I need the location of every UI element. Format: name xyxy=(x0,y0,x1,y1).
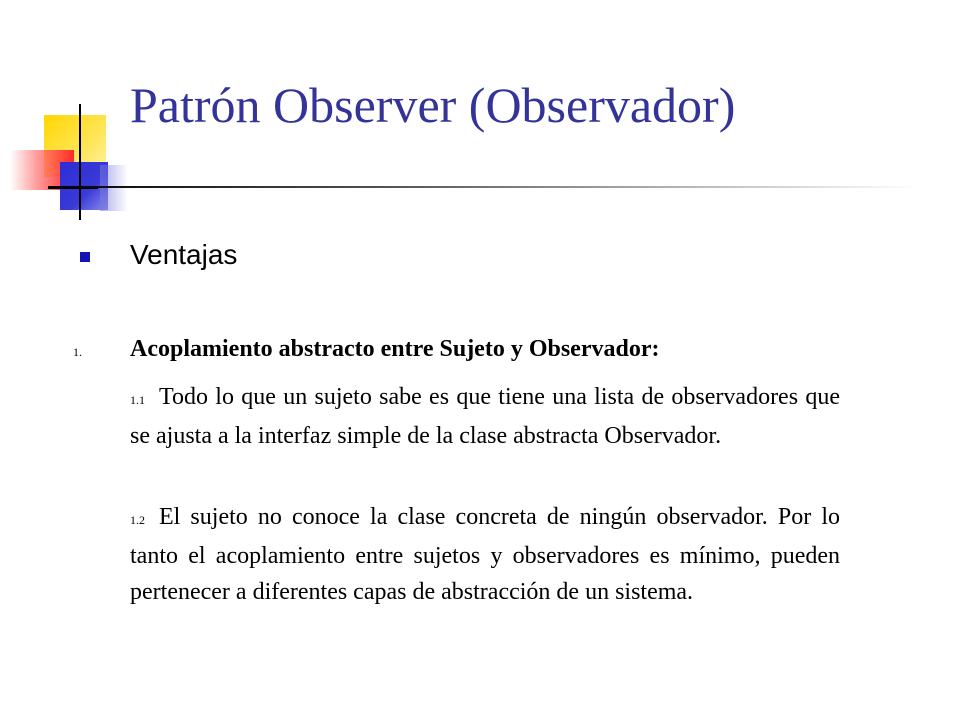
slide-title: Patrón Observer (Observador) xyxy=(130,77,736,133)
subitem-number: 1.1 xyxy=(130,393,145,407)
item-heading: Acoplamiento abstracto entre Sujeto y Observador: xyxy=(130,336,660,362)
vertical-line xyxy=(79,104,81,220)
subitem-1-1 xyxy=(130,379,840,454)
item-number: 1. xyxy=(73,345,82,359)
subitem-text: El sujeto no conoce la clase concreta de ningún observador. Por lo tanto el acoplamiento entre sujetos y observadores es mínimo, pueden pertenecer a diferentes capas de abstracción de un sistema. xyxy=(130,504,840,605)
subitem-text: Todo lo que un sujeto sabe es que tiene una lista de observadores que se ajusta a la interfaz simple de la clase abstracta Observador. xyxy=(130,384,840,449)
bullet-square-icon xyxy=(80,252,90,262)
title-underline xyxy=(48,186,918,188)
blue-glow-shape xyxy=(100,165,128,211)
subitem-number: 1.2 xyxy=(130,513,145,527)
bullet-ventajas: Ventajas xyxy=(130,239,238,270)
subitem-1-2 xyxy=(130,499,840,610)
decorative-logo-graphic xyxy=(0,0,140,230)
